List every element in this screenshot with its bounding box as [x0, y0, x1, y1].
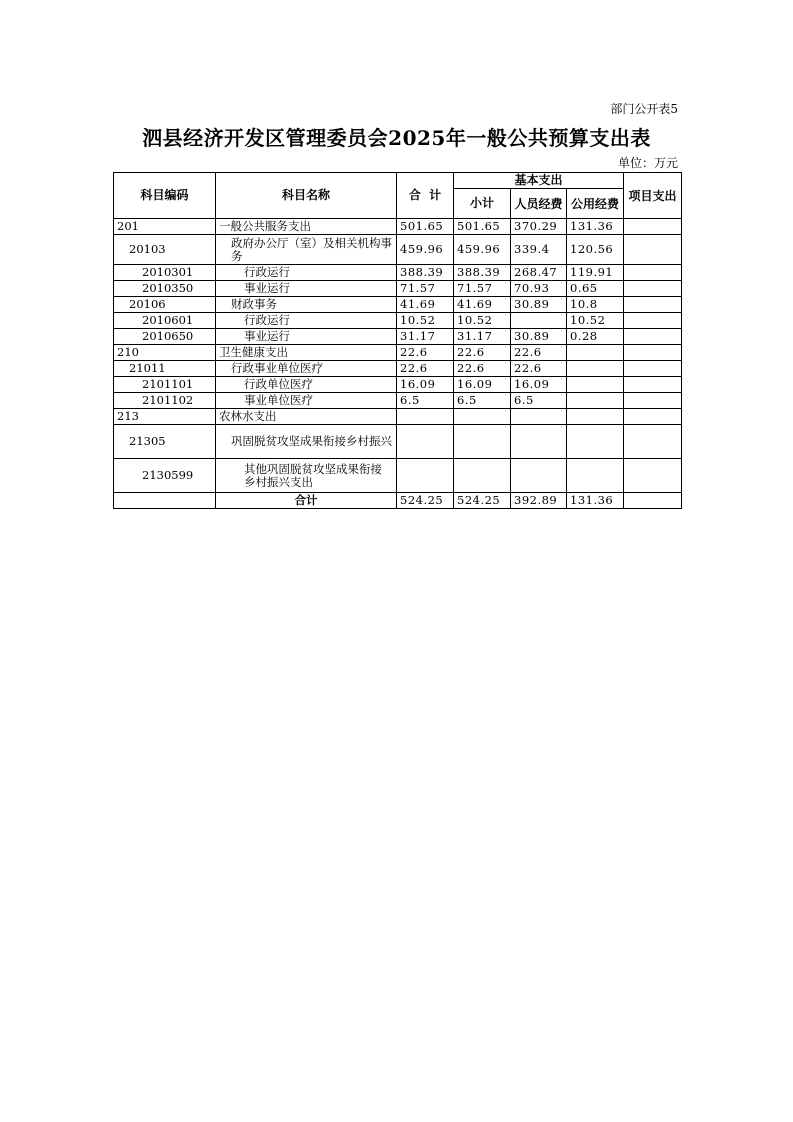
- row-name: 卫生健康支出: [216, 345, 397, 361]
- row-subtotal: 71.57: [454, 281, 511, 297]
- row-code: 210: [114, 345, 216, 361]
- row-personnel: [511, 425, 567, 459]
- row-project: [624, 377, 682, 393]
- row-subtotal: 31.17: [454, 329, 511, 345]
- row-public: 0.65: [567, 281, 624, 297]
- row-total: 41.69: [397, 297, 454, 313]
- table-row: [114, 219, 682, 235]
- row-project: [624, 425, 682, 459]
- row-public: 119.91: [567, 265, 624, 281]
- row-personnel: 339.4: [511, 235, 567, 265]
- unit-label: 单位：万元: [617, 156, 678, 170]
- form-number: 部门公开表5: [610, 102, 678, 116]
- row-name: 行政运行: [216, 313, 397, 329]
- row-personnel: 30.89: [511, 297, 567, 313]
- row-total: 10.52: [397, 313, 454, 329]
- table-row: [114, 265, 682, 281]
- row-total: 31.17: [397, 329, 454, 345]
- row-name: 财政事务: [216, 297, 397, 313]
- table-row: [114, 281, 682, 297]
- row-public: [567, 377, 624, 393]
- row-personnel: 6.5: [511, 393, 567, 409]
- row-name: 事业运行: [216, 329, 397, 345]
- row-total: 16.09: [397, 377, 454, 393]
- row-name: 事业单位医疗: [216, 393, 397, 409]
- row-project: [624, 313, 682, 329]
- table-body: [114, 219, 682, 509]
- header-subtotal: 小计: [454, 189, 511, 219]
- row-personnel: 16.09: [511, 377, 567, 393]
- row-total: [397, 409, 454, 425]
- row-subtotal: 22.6: [454, 345, 511, 361]
- total-row-label: 合计: [216, 493, 397, 509]
- row-public: [567, 409, 624, 425]
- row-public: 0.28: [567, 329, 624, 345]
- row-code: 2010301: [114, 265, 216, 281]
- row-project: [624, 297, 682, 313]
- row-name: 巩固脱贫攻坚成果衔接乡村振兴: [216, 425, 397, 459]
- header-personnel: [511, 189, 567, 219]
- row-code: 2010601: [114, 313, 216, 329]
- row-personnel: 22.6: [511, 361, 567, 377]
- header-project: [624, 173, 682, 219]
- total-row-total: 524.25: [397, 493, 454, 509]
- row-project: [624, 393, 682, 409]
- row-subtotal: 459.96: [454, 235, 511, 265]
- row-subtotal: [454, 459, 511, 493]
- table-row: [114, 297, 682, 313]
- row-public: [567, 345, 624, 361]
- row-code: 21011: [114, 361, 216, 377]
- row-name: 行政事业单位医疗: [216, 361, 397, 377]
- row-public: 10.52: [567, 313, 624, 329]
- row-project: [624, 281, 682, 297]
- table-header: [114, 173, 682, 219]
- header-basic: 基本支出: [454, 173, 624, 189]
- header-total: 合 计: [397, 173, 454, 219]
- page-title: 泗县经济开发区管理委员会2025年一般公共预算支出表: [142, 126, 651, 150]
- row-personnel: [511, 409, 567, 425]
- row-code: 213: [114, 409, 216, 425]
- row-public: 120.56: [567, 235, 624, 265]
- row-personnel: 22.6: [511, 345, 567, 361]
- row-subtotal: 41.69: [454, 297, 511, 313]
- header-name: 科目名称: [216, 173, 397, 219]
- row-total: 501.65: [397, 219, 454, 235]
- row-project: [624, 345, 682, 361]
- row-name: 政府办公厅（室）及相关机构事务: [216, 235, 397, 265]
- row-public: 10.8: [567, 297, 624, 313]
- table-row: [114, 425, 682, 459]
- row-public: 131.36: [567, 219, 624, 235]
- row-personnel: 70.93: [511, 281, 567, 297]
- header-public-label: 公用经费: [571, 196, 620, 211]
- row-project: [624, 409, 682, 425]
- row-project: [624, 361, 682, 377]
- row-subtotal: 22.6: [454, 361, 511, 377]
- total-row: [114, 493, 682, 509]
- row-code: 2130599: [114, 459, 216, 493]
- row-total: 388.39: [397, 265, 454, 281]
- row-total: 22.6: [397, 345, 454, 361]
- total-row-code: [114, 493, 216, 509]
- total-row-subtotal: 524.25: [454, 493, 511, 509]
- expenditure-table: [113, 172, 682, 509]
- row-project: [624, 459, 682, 493]
- row-personnel: [511, 313, 567, 329]
- header-code: 科目编码: [114, 173, 216, 219]
- table-row: [114, 459, 682, 493]
- table-row: [114, 361, 682, 377]
- row-code: 20106: [114, 297, 216, 313]
- row-subtotal: 501.65: [454, 219, 511, 235]
- header-personnel-label: 人员经费: [514, 196, 563, 211]
- row-subtotal: 10.52: [454, 313, 511, 329]
- row-name: 农林水支出: [216, 409, 397, 425]
- row-subtotal: 6.5: [454, 393, 511, 409]
- row-total: 71.57: [397, 281, 454, 297]
- row-public: [567, 393, 624, 409]
- row-name: 行政单位医疗: [216, 377, 397, 393]
- row-subtotal: 16.09: [454, 377, 511, 393]
- row-code: 201: [114, 219, 216, 235]
- table-row: [114, 313, 682, 329]
- row-total: 6.5: [397, 393, 454, 409]
- row-name: 其他巩固脱贫攻坚成果衔接乡村振兴支出: [216, 459, 397, 493]
- row-code: 2010350: [114, 281, 216, 297]
- row-total: [397, 459, 454, 493]
- row-code: 21305: [114, 425, 216, 459]
- total-row-public: 131.36: [567, 493, 624, 509]
- table-row: [114, 345, 682, 361]
- row-total: 459.96: [397, 235, 454, 265]
- row-code: 2101102: [114, 393, 216, 409]
- row-code: 20103: [114, 235, 216, 265]
- row-public: [567, 425, 624, 459]
- table-row: [114, 409, 682, 425]
- row-name: 行政运行: [216, 265, 397, 281]
- row-personnel: 370.29: [511, 219, 567, 235]
- total-row-personnel: 392.89: [511, 493, 567, 509]
- row-project: [624, 219, 682, 235]
- row-subtotal: 388.39: [454, 265, 511, 281]
- row-code: 2010650: [114, 329, 216, 345]
- row-personnel: 268.47: [511, 265, 567, 281]
- row-subtotal: [454, 425, 511, 459]
- table-row: [114, 393, 682, 409]
- row-code: 2101101: [114, 377, 216, 393]
- row-total: 22.6: [397, 361, 454, 377]
- row-project: [624, 329, 682, 345]
- table-row: [114, 329, 682, 345]
- row-public: [567, 459, 624, 493]
- row-name: 事业运行: [216, 281, 397, 297]
- row-public: [567, 361, 624, 377]
- row-project: [624, 235, 682, 265]
- table-row: [114, 235, 682, 265]
- table-row: [114, 377, 682, 393]
- row-subtotal: [454, 409, 511, 425]
- row-name: 一般公共服务支出: [216, 219, 397, 235]
- row-total: [397, 425, 454, 459]
- total-row-project: [624, 493, 682, 509]
- row-project: [624, 265, 682, 281]
- header-public: [567, 189, 624, 219]
- row-personnel: [511, 459, 567, 493]
- row-personnel: 30.89: [511, 329, 567, 345]
- header-project-label: 项目支出: [628, 188, 677, 203]
